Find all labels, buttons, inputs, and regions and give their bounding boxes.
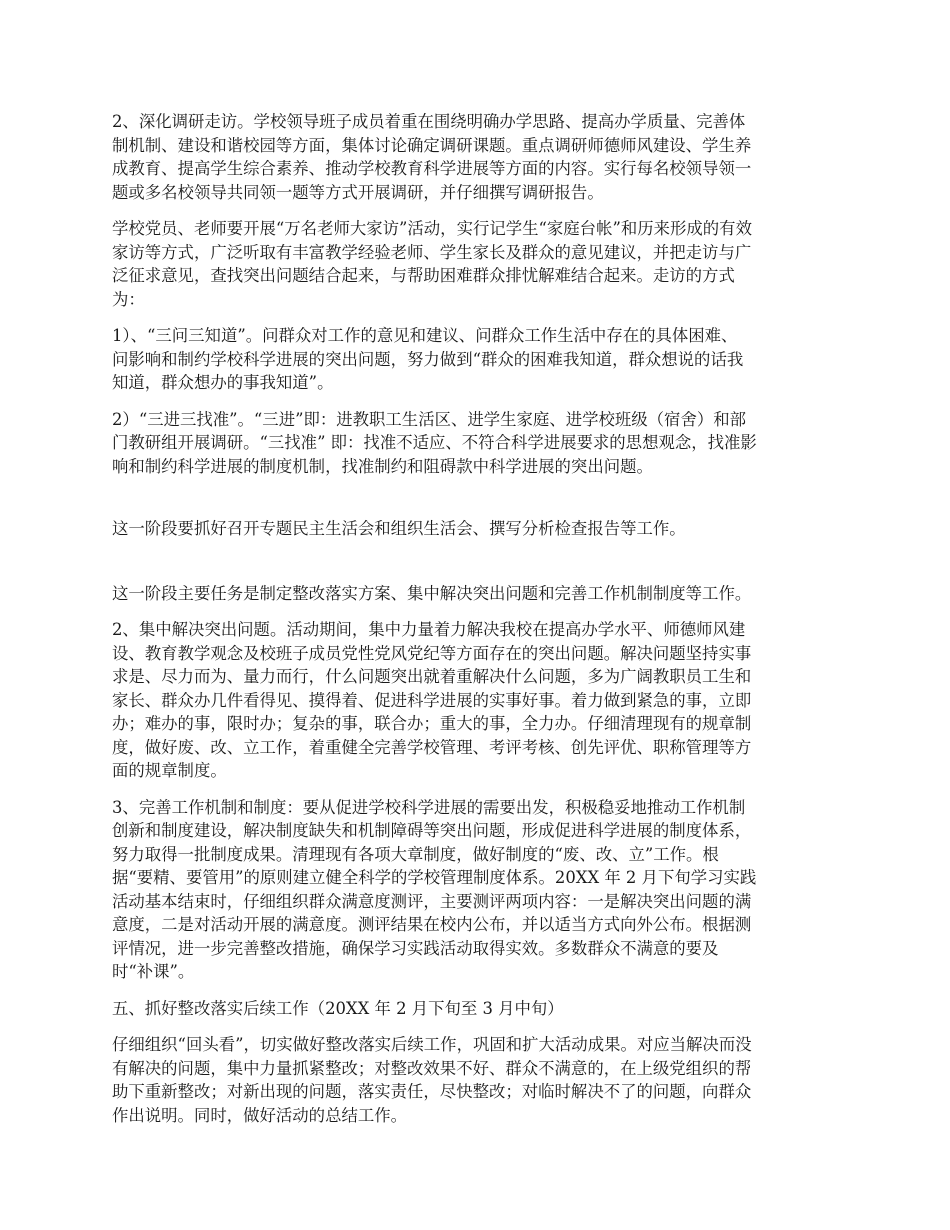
paragraph-solve-problems: 2、集中解决突出问题。活动期间，集中力量着力解决我校在提高办学水平、师德师风建 设、教育教学观念及校班子成员党性党风党纪等方面存在的突出问题。解决问题坚持实事 求是、尽力而为、量力而行，什么问题突出就着重解决什么问题，多为广阔教职员工生和 家长、群众办几件看得见、摸得着、促进科学进展的实事好事。着力做到紧急的事，立即 办；难办的事，限时办；复杂的事，联合办；重大的事，全力办。仔细清理现有的规章制 度，做好废、改、立工作，着重健全完善学校管理、考评考核、创先评优、职称管理等方 面的规章制度。	[112, 620, 752, 780]
section-heading-follow-up: 五、抓好整改落实后续工作（20XX 年 2 月下旬至 3 月中旬）	[112, 998, 564, 1018]
document-body	[112, 110, 842, 1140]
paragraph-home-visits: 学校党员、老师要开展“万名老师大家访”活动，实行记学生“家庭台帐”和历来形成的有效 家访等方式，广泛听取有丰富教学经验老师、学生家长及群众的意见建议，并把走访与广 泛征求意见，查找突出问题结合起来，与帮助困难群众排忧解难结合起来。走访的方式 为：	[112, 219, 752, 309]
paragraph-look-back: 仔细组织“回头看”，切实做好整改落实后续工作，巩固和扩大活动成果。对应当解决而没 有解决的问题，集中力量抓紧整改；对整改效果不好、群众不满意的，在上级党组织的帮 助下重新整改；对新出现的问题，落实责任，尽快整改；对临时解决不了的问题，向群众 作出说明。同时，做好活动的总结工作。	[112, 1035, 752, 1125]
paragraph-three-questions: 1）、“三问三知道”。问群众对工作的意见和建议、问群众工作生活中存在的具体困难、 问影响和制约学校科学进展的突出问题，努力做到“群众的困难我知道，群众想说的话我 知道，群众想办的事我知道”。	[112, 326, 744, 392]
paragraph-improve-mechanisms: 3、完善工作机制和制度：要从促进学校科学进展的需要出发，积极稳妥地推动工作机制 创新和制度建设，解决制度缺失和机制障碍等突出问题，形成促进科学进展的制度体系， 努力取得一批制度成果。清理现有各项大章制度，做好制度的“废、改、立”工作。根 据“要精、要管用”的原则建立健全科学的学校管理制度体系。20XX 年 2 月下旬学习实践 活动基本结束时，仔细组织群众满意度测评，主要测评两项内容：一是解决突出问题的满 意度，二是对活动开展的满意度。测评结果在校内公布，并以适当方式向外公布。根据测 评情况，进一步完善整改措施，确保学习实践活动取得实效。多数群众不满意的要及 时“补课”。	[112, 797, 757, 981]
paragraph-stage-rectification: 这一阶段主要任务是制定整改落实方案、集中解决突出问题和完善工作机制制度等工作。	[112, 583, 752, 603]
paragraph-three-entries: 2）“三进三找准”。“三进”即：进教职工生活区、进学生家庭、进学校班级（宿舍）和部 门教研组开展调研。“三找准” 即：找准不适应、不符合科学进展要求的思想观念，找准影 响和制约科学进展的制度机制，找准制约和阻碍款中科学进展的突出问题。	[112, 409, 757, 476]
paragraph-stage-democratic-life: 这一阶段要抓好召开专题民主生活会和组织生活会、撰写分析检查报告等工作。	[112, 519, 686, 538]
section-gap	[112, 554, 842, 582]
paragraph-investigation: 2、深化调研走访。学校领导班子成员着重在围绕明确办学思路、提高办学质量、完善体 制机制、建设和谐校园等方面，集体讨论确定调研课题。重点调研师德师风建设、学生养 成教育、提高学生综合素养、推动学校教育科学进展等方面的内容。实行每名校领导领一 题或多名校领导共同领一题等方式开展调研，并仔细撰写调研报告。	[112, 112, 752, 202]
section-gap	[112, 491, 842, 517]
